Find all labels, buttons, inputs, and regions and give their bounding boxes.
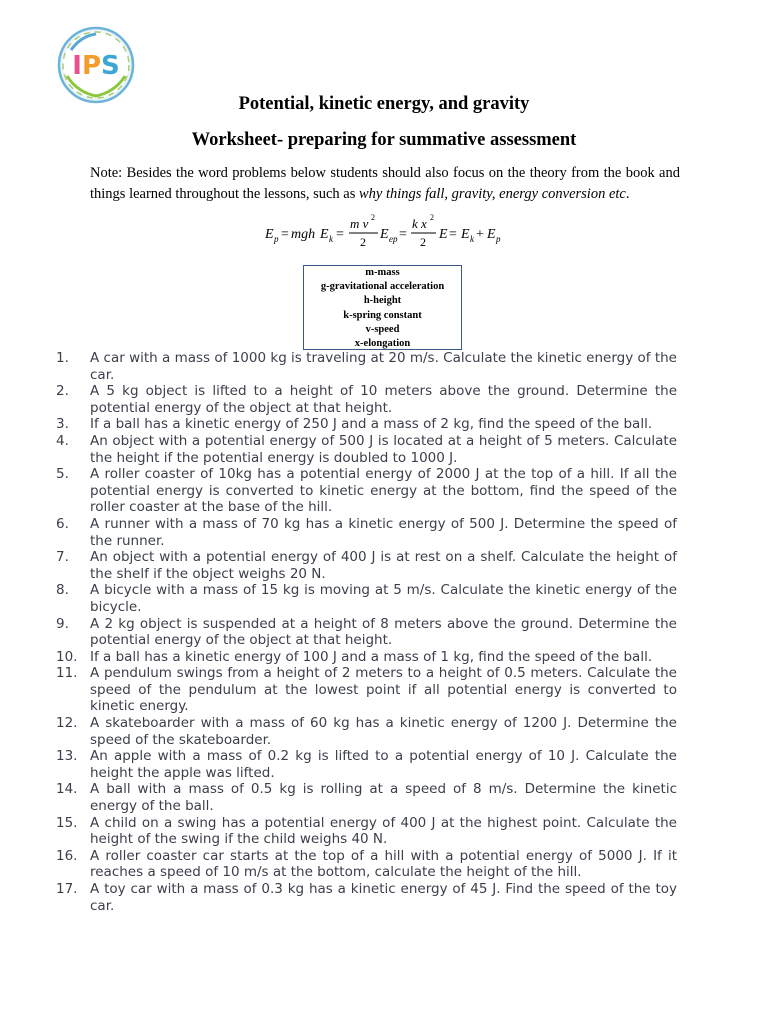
svg-text:k: k: [470, 234, 474, 244]
svg-text:=: =: [336, 227, 344, 242]
question-number: 13.: [56, 748, 78, 765]
school-logo: [57, 26, 135, 104]
question-number: 7.: [56, 549, 69, 566]
question-number: 11.: [56, 665, 78, 682]
question-number: 12.: [56, 715, 78, 732]
svg-text:=: =: [281, 227, 289, 242]
legend-item: h-height: [363, 295, 402, 307]
legend-item: x-elongation: [354, 338, 411, 350]
svg-text:2: 2: [430, 213, 434, 222]
question-item: [56, 715, 677, 748]
question-number: 2.: [56, 383, 69, 400]
svg-text:E: E: [320, 227, 329, 242]
legend-item: v-speed: [365, 323, 400, 335]
svg-text:2: 2: [420, 235, 426, 248]
question-item: [56, 781, 677, 815]
legend-item: k-spring constant: [343, 309, 422, 321]
question-text: A 2 kg object is suspended at a height of 8 meters above the ground. Determine the potential energy of the object at that height.: [90, 615, 677, 649]
question-number: 9.: [56, 615, 69, 632]
svg-text:p: p: [274, 234, 279, 244]
note-end: .: [625, 186, 630, 202]
logo-text: IPS: [72, 51, 120, 81]
question-item: [56, 432, 677, 466]
question-text: A roller coaster of 10kg has a potential energy of 2000 J at the top of a hill. If all the potential energy is converted to kinetic energy at the bottom, find the speed of the roller coaster at the base of the hill.: [90, 466, 677, 516]
legend-item: m-mass: [365, 267, 400, 278]
question-text: An apple with a mass of 0.2 kg is lifted to a potential energy of 10 J. Calculate the height the apple was lifted.: [90, 748, 677, 781]
question-item: [56, 515, 677, 549]
question-text: A runner with a mass of 70 kg has a kinetic energy of 500 J. Determine the speed of the runner.: [90, 515, 677, 549]
question-text: An object with a potential energy of 400 J is at rest on a shelf. Calculate the height of the shelf if the object weighs 20 N.: [90, 549, 677, 582]
svg-text:p: p: [496, 234, 501, 244]
question-text: A bicycle with a mass of 15 kg is moving at 5 m/s. Calculate the kinetic energy of the bicycle.: [90, 582, 677, 615]
question-text: A car with a mass of 1000 kg is traveling at 20 m/s. Calculate the kinetic energy of the car.: [90, 350, 677, 383]
svg-text:mgh: mgh: [291, 227, 316, 242]
question-text: A 5 kg object is lifted to a height of 10 meters above the ground. Determine the potential energy of the object at that height.: [90, 383, 677, 416]
question-number: 15.: [56, 814, 78, 831]
question-text: If a ball has a kinetic energy of 250 J and a mass of 2 kg, find the speed of the ball.: [90, 416, 653, 433]
svg-text:m v: m v: [350, 216, 369, 231]
svg-text:ep: ep: [389, 234, 398, 244]
note-emphasis: why things fall, gravity, energy conversion etc: [359, 186, 626, 202]
question-item: [56, 665, 677, 715]
svg-text:E: E: [439, 227, 448, 242]
svg-text:2: 2: [371, 213, 375, 222]
question-number: 17.: [56, 881, 78, 897]
question-item: [56, 881, 677, 914]
question-text: A toy car with a mass of 0.3 kg has a kinetic energy of 45 J. Find the speed of the toy car.: [90, 881, 677, 914]
question-number: 5.: [56, 466, 69, 483]
question-number: 16.: [56, 847, 78, 864]
question-text: A roller coaster car starts at the top of a hill with a potential energy of 5000 J. If it reaches a speed of 10 m/s at the bottom, calculate the height of the hill.: [90, 847, 677, 881]
question-number: 3.: [56, 416, 69, 433]
svg-text:E: E: [265, 227, 274, 242]
question-number: 10.: [56, 648, 78, 665]
svg-text:=: =: [449, 227, 457, 242]
question-text: A pendulum swings from a height of 2 meters to a height of 0.5 meters. Calculate the speed of the pendulum at the lowest point if all potential energy is converted to kinetic energy.: [90, 665, 677, 715]
question-text: An object with a potential energy of 500 J is located at a height of 5 meters. Calculate the height if the potential energy is doubled to 1000 J.: [90, 432, 677, 466]
question-number: 6.: [56, 515, 69, 532]
note-paragraph: [90, 163, 680, 205]
worksheet-subtitle: Worksheet- preparing for summative assessment: [191, 130, 577, 150]
question-number: 4.: [56, 432, 69, 449]
question-item: [56, 615, 677, 649]
question-item: [56, 466, 677, 516]
svg-text:2: 2: [360, 235, 366, 248]
svg-text:E: E: [487, 227, 496, 242]
svg-text:E: E: [380, 227, 389, 242]
question-item: [56, 648, 677, 666]
question-number: 8.: [56, 582, 69, 599]
energy-formulas: [0, 208, 768, 248]
svg-text:=: =: [399, 227, 407, 242]
question-number: 14.: [56, 781, 78, 798]
question-item: [56, 748, 677, 781]
question-item: [56, 350, 677, 383]
note-text: Note: Besides the word problems below students should also focus on the theory from the book and things learned throughout the lessons, such as: [90, 165, 680, 202]
question-item: [56, 416, 677, 433]
worksheet-title: Potential, kinetic energy, and gravity: [238, 94, 530, 114]
question-item: [56, 549, 677, 582]
question-item: [56, 847, 677, 881]
svg-text:E: E: [461, 227, 470, 242]
svg-text:+: +: [476, 227, 484, 242]
question-item: [56, 814, 677, 848]
variable-legend: [303, 265, 462, 350]
question-item: [56, 582, 677, 615]
legend-item: g-gravitational acceleration: [320, 281, 445, 293]
question-item: [56, 383, 677, 416]
question-text: If a ball has a kinetic energy of 100 J and a mass of 1 kg, find the speed of the ball.: [90, 648, 653, 665]
question-text: A skateboarder with a mass of 60 kg has a kinetic energy of 1200 J. Determine the speed of the skateboarder.: [90, 715, 677, 748]
svg-text:k: k: [329, 234, 333, 244]
svg-text:k x: k x: [412, 216, 427, 231]
question-text: A ball with a mass of 0.5 kg is rolling at a speed of 8 m/s. Determine the kinetic energy of the ball.: [90, 781, 677, 815]
question-number: 1.: [56, 350, 69, 366]
question-list: [56, 350, 677, 914]
question-text: A child on a swing has a potential energy of 400 J at the highest point. Calculate the height of the swing if the child weighs 40 N.: [90, 814, 677, 848]
